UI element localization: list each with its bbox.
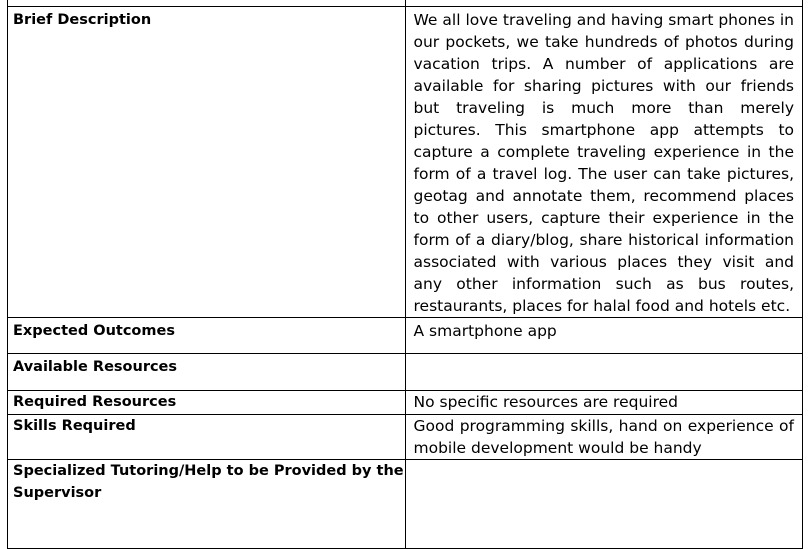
table-row-specialized-tutoring <box>8 459 803 548</box>
row-label: Skills Required <box>8 414 406 459</box>
row-label: Required Resources <box>8 391 406 415</box>
table-row-available-resources <box>8 354 803 391</box>
row-value: No specific resources are required <box>405 391 803 415</box>
row-label: Available Resources <box>8 354 406 391</box>
row-label: Specialized Tutoring/Help to be Provided by the Supervisor <box>8 459 406 548</box>
row-label: Brief Description <box>8 7 406 318</box>
table-row-skills-required <box>8 414 803 459</box>
table-row-brief-description <box>8 7 803 318</box>
row-value <box>405 354 803 391</box>
project-details-table <box>7 0 803 549</box>
row-value <box>405 459 803 548</box>
row-value: A smartphone app <box>405 318 803 354</box>
table-row-expected-outcomes <box>8 318 803 354</box>
row-label: Expected Outcomes <box>8 318 406 354</box>
row-value: Good programming skills, hand on experience of mobile development would be handy <box>405 414 803 459</box>
row-value: We all love traveling and having smart phones in our pockets, we take hundreds of photos during vacation trips. A number of applications are available for sharing pictures with our friends but traveling is much more than merely pictures. This smartphone app attempts to capture a complete traveling experience in the form of a travel log. The user can take pictures, geotag and annotate them, recommend places to other users, capture their experience in the form of a diary/blog, share historical information associated with various places they visit and any other information such as bus routes, restaurants, places for halal food and hotels etc. <box>405 7 803 318</box>
table-row-required-resources <box>8 391 803 415</box>
